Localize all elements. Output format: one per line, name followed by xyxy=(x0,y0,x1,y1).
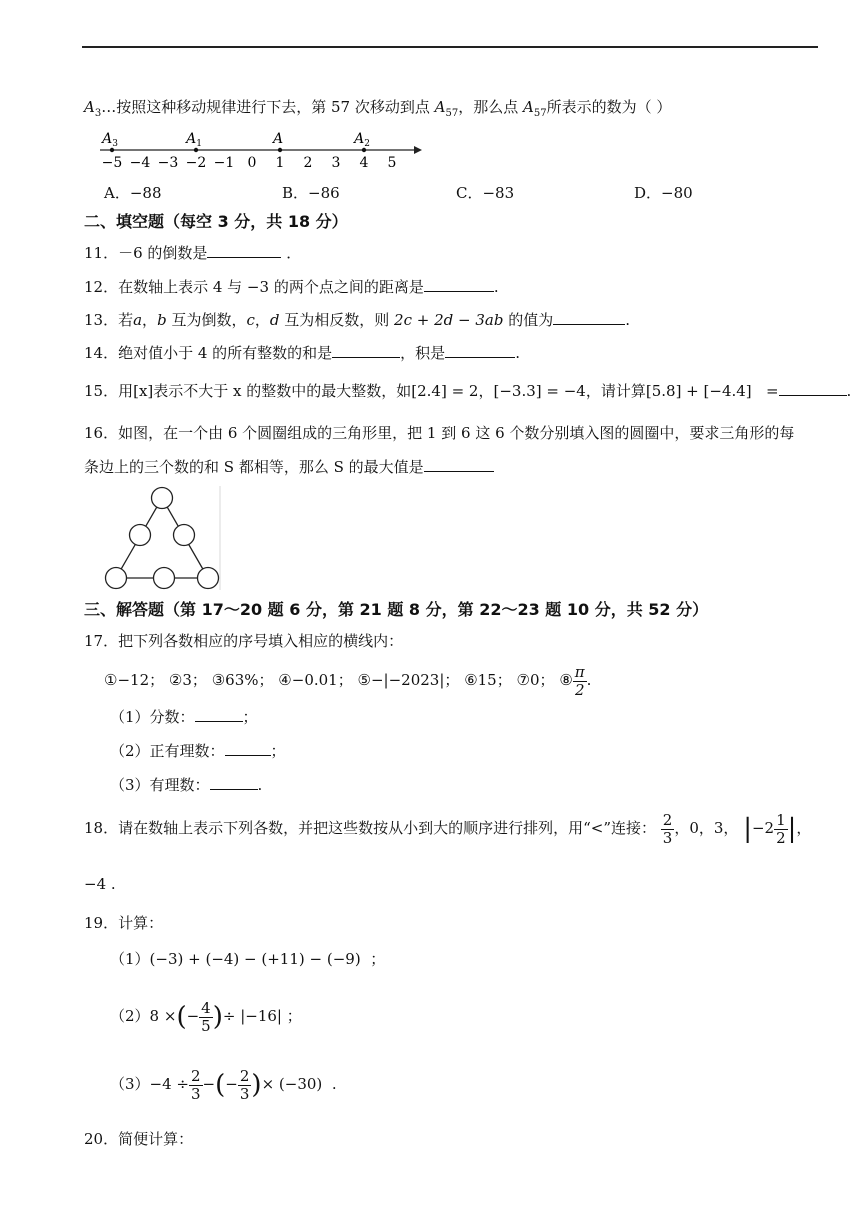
q18: 18．请在数轴上表示下列各数，并把这些数按从小到大的顺序进行排列，用“<”连接： $\frac{2}{3}$ ，0，3， |−2 $\frac{1}{2}$ |， xyxy=(84,811,812,847)
option-b: B．−86 xyxy=(282,184,340,202)
number-line-tick-label: −4 xyxy=(129,155,151,171)
q19-title: 19．计算： xyxy=(84,914,164,932)
number-line-point xyxy=(278,148,282,152)
section-fill-in-title: 二、填空题（每空 3 分，共 18 分） xyxy=(84,212,348,231)
number-line-tick-label: 0 xyxy=(247,155,257,171)
answer-blank[interactable] xyxy=(195,707,243,722)
number-line-arrow xyxy=(414,146,422,154)
q12: 12．在数轴上表示 4 与 −3 的两个点之间的距离是 . xyxy=(84,278,499,296)
q20-title: 20．简便计算： xyxy=(84,1130,194,1148)
number-line-point-label: $A_2$ xyxy=(354,131,370,149)
q14: 14．绝对值小于 4 的所有整数的和是 ，积是 . xyxy=(84,344,520,362)
q19-part1: （1）(−3) + (−4) − (+11) − (−9) ； xyxy=(110,950,386,968)
q16-line1: 16．如图，在一个由 6 个圆圈组成的三角形里，把 1 到 6 这 6 个数分别填入图的圆圈中，要求三角形的每 xyxy=(84,424,795,442)
answer-blank[interactable] xyxy=(424,457,494,472)
number-line-point-label: A xyxy=(272,131,284,147)
q15: 15．用[x]表示不大于 x 的整数中的最大整数，如[2.4] = 2，[−3.3] = −4，请计算[5.8] + [−4.4] = . xyxy=(84,382,852,400)
circle-top xyxy=(152,488,173,509)
answer-blank[interactable] xyxy=(779,381,847,396)
q18-line2: −4 . xyxy=(84,875,116,893)
number-line-tick-label: −1 xyxy=(213,155,235,171)
q13: 13．若a，b 互为倒数，c，d 互为相反数，则 2c + 2d − 3ab 的值为 . xyxy=(84,311,630,329)
number-line-tick-label: −3 xyxy=(157,155,179,171)
option-d: D．−80 xyxy=(634,184,693,202)
option-c: C．−83 xyxy=(456,184,515,202)
q19-part2: （2）8 ×(− $\frac{4}{5}$ )÷ |−16| ； xyxy=(110,999,302,1035)
number-line-tick-label: 1 xyxy=(275,155,285,171)
number-line-tick-label: 2 xyxy=(303,155,313,171)
q16-line2: 条边上的三个数的和 S 都相等，那么 S 的最大值是 xyxy=(84,456,494,477)
answer-blank[interactable] xyxy=(553,310,625,325)
number-line xyxy=(96,124,426,172)
q11: 11．－6 的倒数是 ． xyxy=(84,244,302,262)
header-rule xyxy=(82,46,818,48)
circle-bottom-left xyxy=(106,568,127,589)
answer-blank[interactable] xyxy=(210,775,258,790)
number-line-tick-label: 5 xyxy=(387,155,397,171)
number-line-tick-label: 3 xyxy=(331,155,341,171)
q17-number-list: ①−12； ②3； ③63%； ④−0.01； ⑤−|−2023|； ⑥15； ⑦0； ⑧ $\frac{\pi}{2}$ . xyxy=(104,663,592,699)
section-solve-title: 三、解答题（第 17～20 题 6 分，第 21 题 8 分，第 22～23 题 10 分，共 52 分） xyxy=(84,600,709,619)
q19-part3: （3）−4 ÷ $\frac{2}{3}$ −(− $\frac{2}{3}$ )× (−30) . xyxy=(110,1067,337,1103)
q17-part1: （1）分数： ； xyxy=(110,708,258,726)
q10-stem: $A_3\dots$按照这种移动规律进行下去，第 57 次移动到点 $A_{57}$，那么点 $A_{57}$所表示的数为（ ） xyxy=(84,98,672,119)
answer-blank[interactable] xyxy=(424,277,494,292)
q17-part2: （2）正有理数： ； xyxy=(110,742,286,760)
number-line-tick-label: −2 xyxy=(185,155,207,171)
circle-bottom-mid xyxy=(154,568,175,589)
number-line-tick-label: −5 xyxy=(101,155,123,171)
q17-part3: （3）有理数： . xyxy=(110,776,263,794)
number-line-point-label: $A_1$ xyxy=(186,131,202,149)
number-line-point-label: $A_3$ xyxy=(102,131,118,149)
answer-blank[interactable] xyxy=(225,741,271,756)
answer-blank[interactable] xyxy=(332,343,400,358)
q17-intro: 17．把下列各数相应的序号填入相应的横线内： xyxy=(84,632,404,650)
circle-mid-right xyxy=(174,525,195,546)
circle-mid-left xyxy=(130,525,151,546)
number-line-tick-label: 4 xyxy=(359,155,369,171)
answer-blank[interactable] xyxy=(445,343,515,358)
circle-bottom-right xyxy=(198,568,219,589)
triangle-circles-figure xyxy=(100,484,224,592)
answer-blank[interactable] xyxy=(207,243,281,258)
option-a: A．−88 xyxy=(104,184,162,202)
